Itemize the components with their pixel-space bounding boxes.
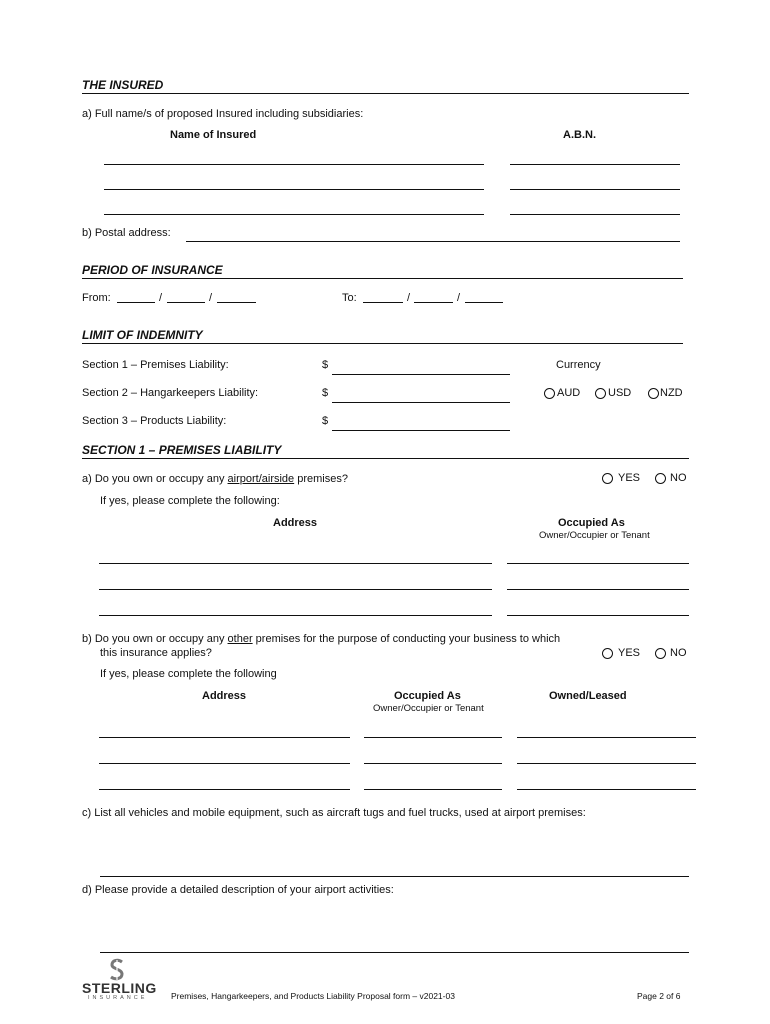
from-label: From: bbox=[82, 292, 111, 304]
section-rule bbox=[82, 278, 683, 279]
col-header-occupied-as: Occupied As bbox=[558, 517, 625, 529]
date-separator: / bbox=[209, 292, 213, 304]
from-month-field[interactable] bbox=[167, 302, 205, 303]
date-separator: / bbox=[159, 292, 163, 304]
dollar-sign: $ bbox=[322, 359, 329, 371]
question-c-vehicles: c) List all vehicles and mobile equipment, such as aircraft tugs and fuel trucks, used at airport premises: bbox=[82, 807, 586, 819]
qa-yes-radio[interactable] bbox=[602, 473, 613, 484]
currency-nzd-label: NZD bbox=[660, 387, 683, 399]
section-heading-premises-liability: SECTION 1 – PREMISES LIABILITY bbox=[82, 443, 282, 457]
abn-field-2[interactable] bbox=[510, 189, 680, 190]
to-day-field[interactable] bbox=[363, 302, 403, 303]
to-year-field[interactable] bbox=[465, 302, 503, 303]
section-rule bbox=[82, 93, 689, 94]
qa-occupied-field-3[interactable] bbox=[507, 615, 689, 616]
occupied-as-hint: Owner/Occupier or Tenant bbox=[373, 703, 484, 714]
section-rule bbox=[82, 458, 689, 459]
from-day-field[interactable] bbox=[117, 302, 155, 303]
currency-usd-label: USD bbox=[608, 387, 632, 399]
col-header-abn: A.B.N. bbox=[563, 129, 596, 141]
qa-no-radio[interactable] bbox=[655, 473, 666, 484]
dollar-sign: $ bbox=[322, 387, 329, 399]
qb-yes-radio[interactable] bbox=[602, 648, 613, 659]
section1-limit-label: Section 1 – Premises Liability: bbox=[82, 359, 229, 371]
activities-answer-field[interactable] bbox=[100, 952, 689, 953]
footer-form-title: Premises, Hangarkeepers, and Products Liability Proposal form – v2021-03 bbox=[171, 991, 455, 1001]
qa-address-field-3[interactable] bbox=[99, 615, 492, 616]
qb-owned-field-2[interactable] bbox=[517, 763, 696, 764]
from-year-field[interactable] bbox=[217, 302, 256, 303]
currency-label: Currency bbox=[556, 359, 601, 371]
date-separator: / bbox=[457, 292, 461, 304]
vehicles-answer-field[interactable] bbox=[100, 876, 689, 877]
to-month-field[interactable] bbox=[414, 302, 453, 303]
question-a-full-names: a) Full name/s of proposed Insured including subsidiaries: bbox=[82, 108, 364, 120]
footer-page-number: Page 2 of 6 bbox=[637, 991, 681, 1001]
qa-address-field-2[interactable] bbox=[99, 589, 492, 590]
logo-subtitle: INSURANCE bbox=[88, 995, 148, 1001]
abn-field-3[interactable] bbox=[510, 214, 680, 215]
section3-limit-field[interactable] bbox=[332, 430, 510, 431]
question-text: a) Do you own or occupy any bbox=[82, 473, 228, 485]
question-a-airport-premises bbox=[82, 473, 348, 485]
underlined-term: airport/airside bbox=[227, 473, 295, 485]
col-header-owned-leased: Owned/Leased bbox=[549, 690, 627, 702]
qb-followup-text: If yes, please complete the following bbox=[100, 668, 277, 680]
to-label: To: bbox=[342, 292, 357, 304]
date-separator: / bbox=[407, 292, 411, 304]
insured-name-field-1[interactable] bbox=[104, 164, 484, 165]
currency-aud-label: AUD bbox=[557, 387, 581, 399]
section-heading-period: PERIOD OF INSURANCE bbox=[82, 263, 223, 277]
qa-address-field-1[interactable] bbox=[99, 563, 492, 564]
qb-owned-field-3[interactable] bbox=[517, 789, 696, 790]
qb-occupied-field-3[interactable] bbox=[364, 789, 502, 790]
col-header-address: Address bbox=[273, 517, 318, 529]
section-heading-insured: THE INSURED bbox=[82, 78, 164, 92]
qb-yes-label: YES bbox=[618, 647, 641, 659]
col-header-address: Address bbox=[202, 690, 247, 702]
section-heading-limit: LIMIT OF INDEMNITY bbox=[82, 328, 203, 342]
dollar-sign: $ bbox=[322, 415, 329, 427]
question-text: premises? bbox=[294, 473, 348, 485]
qa-no-label: NO bbox=[670, 472, 687, 484]
underlined-term: other bbox=[227, 633, 253, 645]
question-b-postal-address: b) Postal address: bbox=[82, 227, 171, 239]
currency-aud-radio[interactable] bbox=[544, 388, 555, 399]
qb-occupied-field-2[interactable] bbox=[364, 763, 502, 764]
qb-occupied-field-1[interactable] bbox=[364, 737, 502, 738]
col-header-name-of-insured: Name of Insured bbox=[170, 129, 257, 141]
qb-address-field-1[interactable] bbox=[99, 737, 350, 738]
currency-usd-radio[interactable] bbox=[595, 388, 606, 399]
qa-occupied-field-1[interactable] bbox=[507, 563, 689, 564]
sterling-logo-icon bbox=[104, 958, 130, 982]
question-b-line2: this insurance applies? bbox=[100, 647, 212, 659]
abn-field-1[interactable] bbox=[510, 164, 680, 165]
qb-address-field-3[interactable] bbox=[99, 789, 350, 790]
question-text: premises for the purpose of conducting your business to which bbox=[252, 633, 561, 645]
section2-limit-label: Section 2 – Hangarkeepers Liability: bbox=[82, 387, 259, 399]
qa-yes-label: YES bbox=[618, 472, 641, 484]
qa-occupied-field-2[interactable] bbox=[507, 589, 689, 590]
question-b-other-premises bbox=[82, 633, 560, 645]
qb-no-radio[interactable] bbox=[655, 648, 666, 659]
question-text: b) Do you own or occupy any bbox=[82, 633, 228, 645]
section-rule bbox=[82, 343, 683, 344]
section3-limit-label: Section 3 – Products Liability: bbox=[82, 415, 227, 427]
qb-address-field-2[interactable] bbox=[99, 763, 350, 764]
postal-address-field[interactable] bbox=[186, 241, 680, 242]
insured-name-field-2[interactable] bbox=[104, 189, 484, 190]
currency-nzd-radio[interactable] bbox=[648, 388, 659, 399]
section2-limit-field[interactable] bbox=[332, 402, 510, 403]
question-d-activities: d) Please provide a detailed description of your airport activities: bbox=[82, 884, 394, 896]
qa-followup-text: If yes, please complete the following: bbox=[100, 495, 280, 507]
qb-owned-field-1[interactable] bbox=[517, 737, 696, 738]
col-header-occupied-as: Occupied As bbox=[394, 690, 461, 702]
section1-limit-field[interactable] bbox=[332, 374, 510, 375]
occupied-as-hint: Owner/Occupier or Tenant bbox=[539, 530, 650, 541]
logo-wordmark: STERLING bbox=[82, 980, 157, 996]
insured-name-field-3[interactable] bbox=[104, 214, 484, 215]
qb-no-label: NO bbox=[670, 647, 687, 659]
